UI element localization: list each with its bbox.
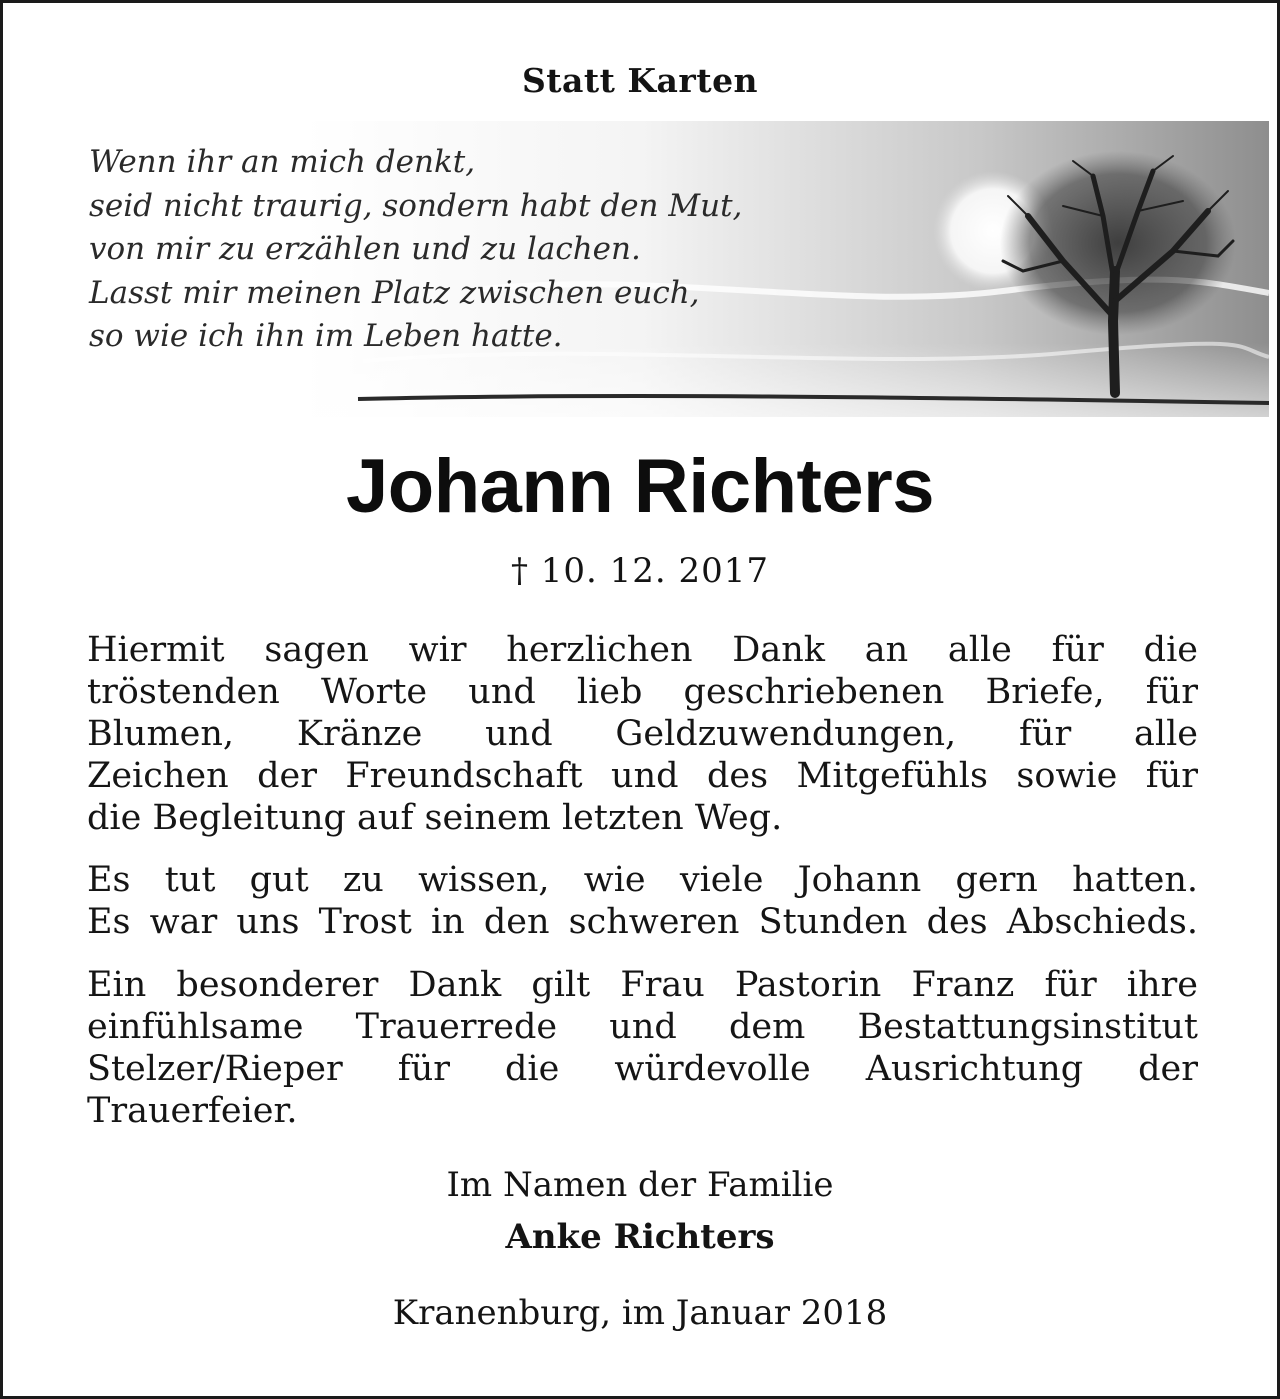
text-line: Es war uns Trost in den schweren Stunden des Abschieds. (87, 902, 1198, 942)
poem-line: seid nicht traurig, sondern habt den Mut, (89, 187, 743, 224)
text-line: Zeichen der Freundschaft und des Mitgefühls sowie für (87, 756, 1198, 796)
deceased-name: Johann Richters (346, 444, 934, 529)
thanks-paragraph (87, 629, 1198, 839)
text-line: tröstenden Worte und lieb geschriebenen Briefe, für (87, 672, 1198, 712)
text-line: Hiermit sagen wir herzlichen Dank an alle für die (87, 630, 1198, 670)
text-line: Trauerfeier. (87, 1091, 298, 1131)
text-line: die Begleitung auf seinem letzten Weg. (87, 798, 783, 838)
poem-line: von mir zu erzählen und zu lachen. (89, 231, 641, 267)
notice-heading: Statt Karten (521, 61, 759, 100)
text-line: Blumen, Kränze und Geldzuwendungen, für alle (87, 714, 1198, 754)
death-date: † 10. 12. 2017 (510, 551, 770, 591)
poem (89, 141, 742, 359)
poem-line: Wenn ihr an mich denkt, (89, 144, 476, 180)
special-thanks-paragraph (87, 964, 1198, 1132)
poem-line: so wie ich ihn im Leben hatte. (89, 318, 563, 354)
poem-line: Lasst mir meinen Platz zwischen euch, (89, 274, 700, 311)
text-line: einfühlsame Trauerrede und dem Bestattungsinstitut (87, 1007, 1198, 1047)
text-line: Es tut gut zu wissen, wie viele Johann gern hatten. (87, 860, 1198, 900)
signer-name: Anke Richters (505, 1217, 775, 1257)
text-line: Ein besonderer Dank gilt Frau Pastorin Franz für ihre (87, 965, 1198, 1005)
text-line: Stelzer/Rieper für die würdevolle Ausrichtung der (87, 1049, 1198, 1089)
comfort-paragraph (87, 859, 1198, 943)
closing-line: Im Namen der Familie (446, 1165, 834, 1205)
place-date: Kranenburg, im Januar 2018 (392, 1293, 888, 1333)
